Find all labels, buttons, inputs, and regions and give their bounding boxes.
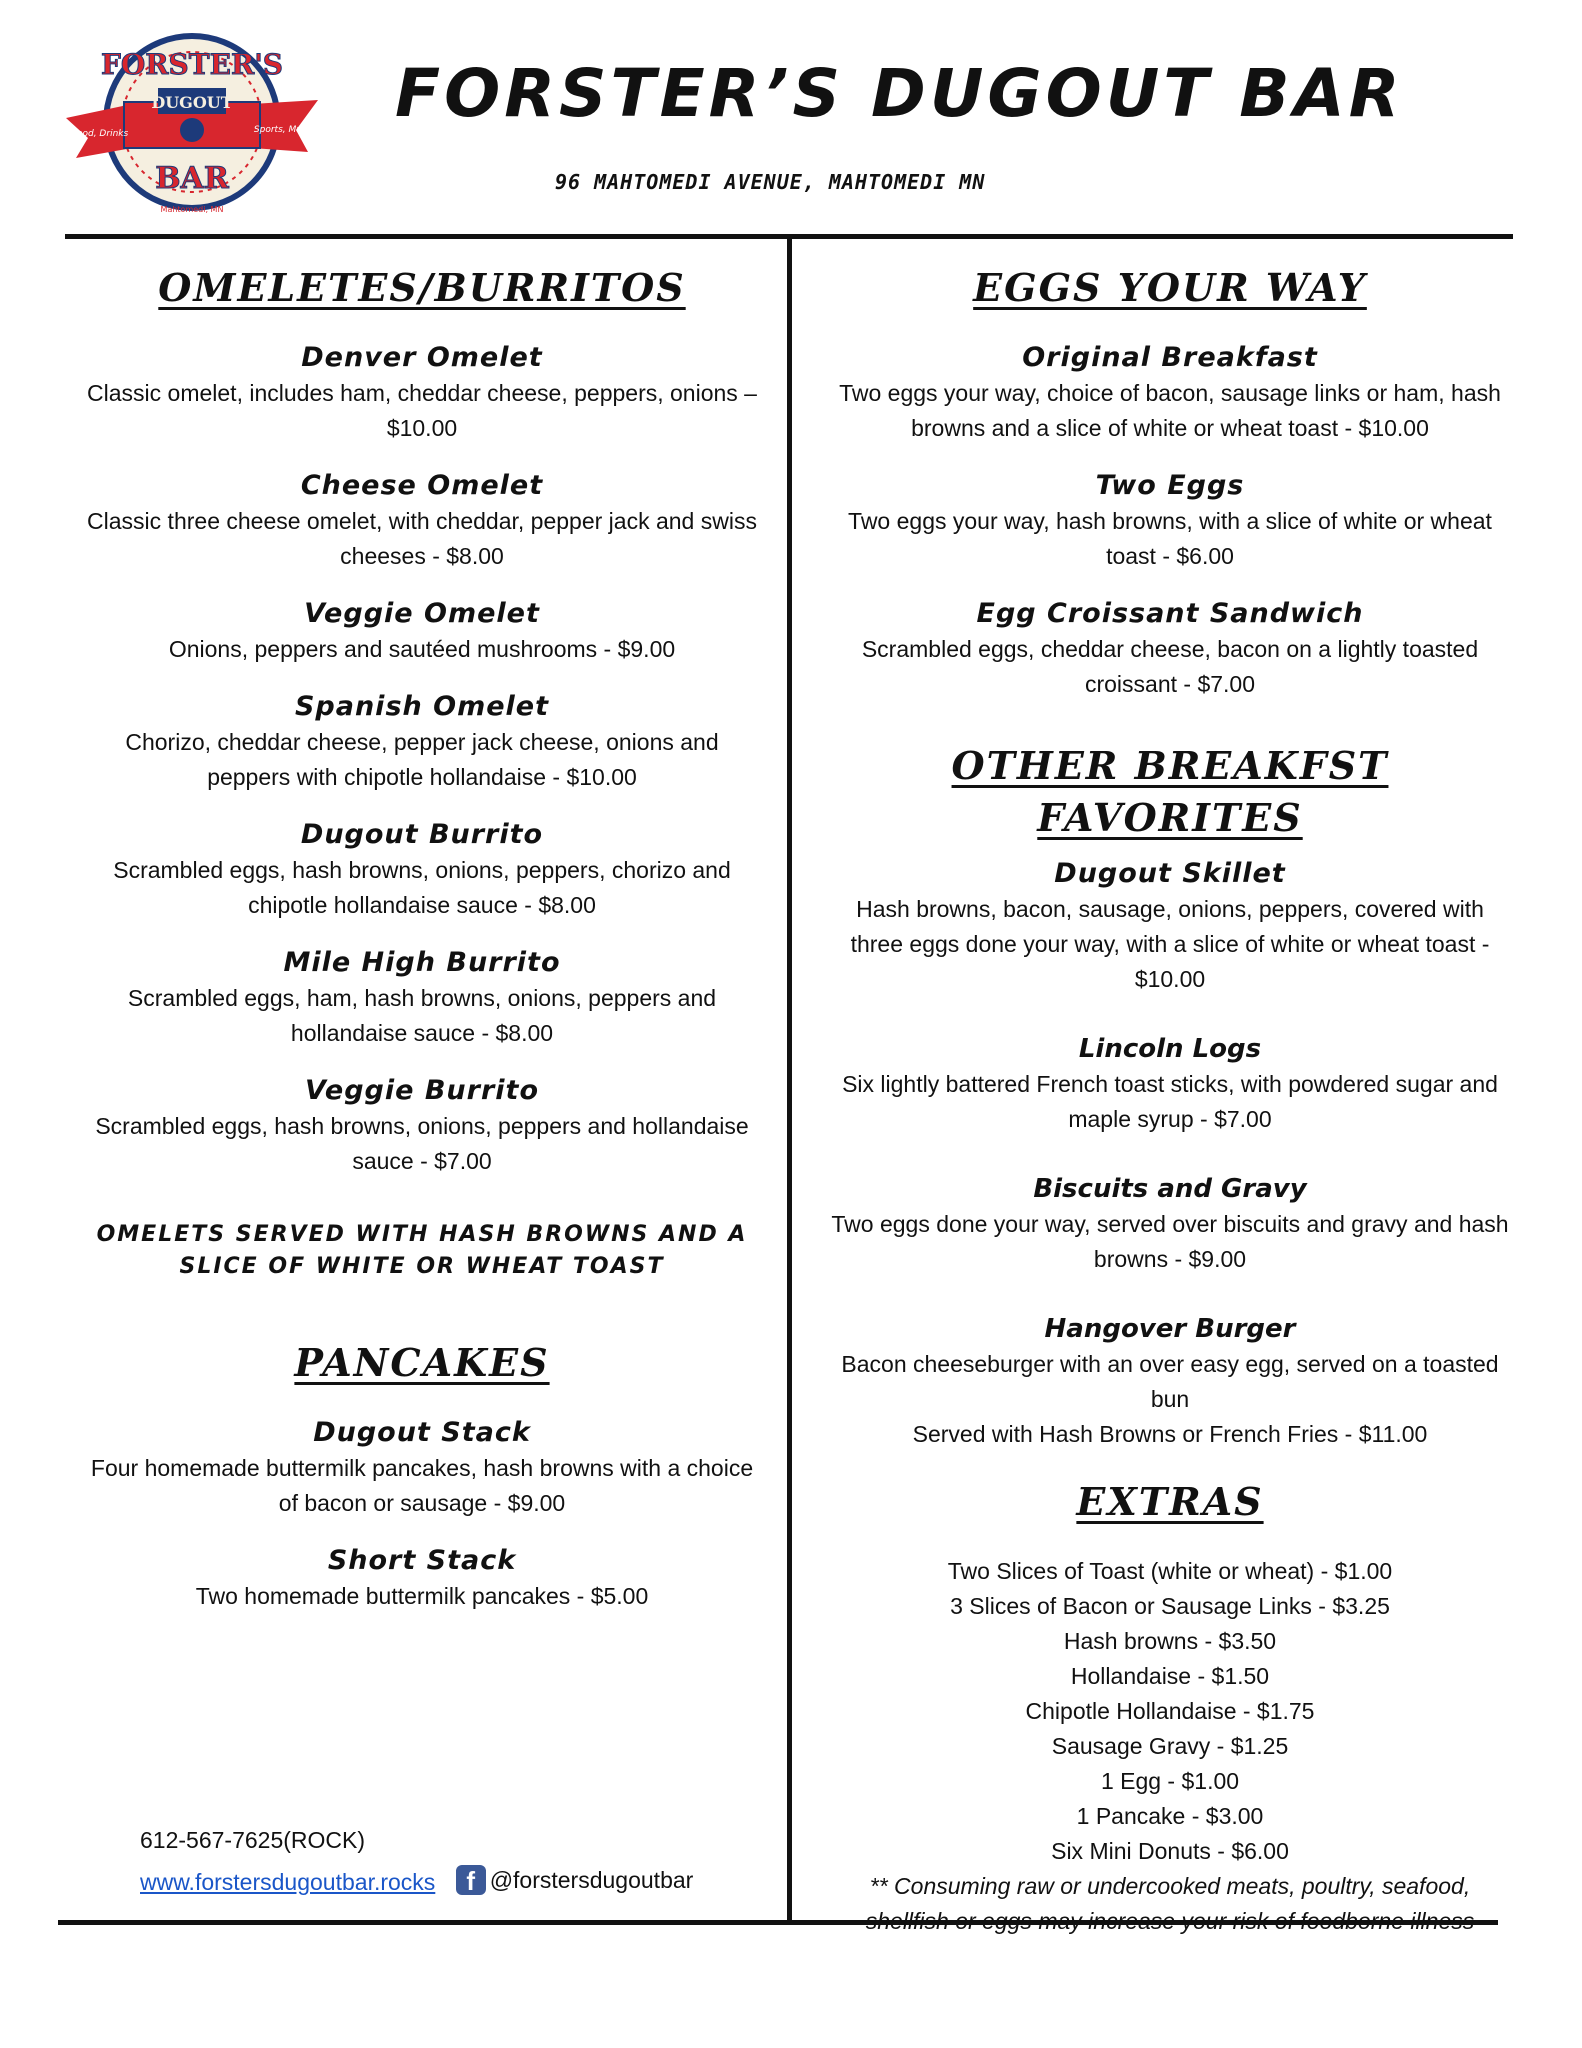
menu-item: [830, 1311, 1510, 1452]
menu-item: [82, 1415, 762, 1521]
item-desc: Scrambled eggs, cheddar cheese, bacon on a lightly toasted croissant - $7.00: [861, 636, 1479, 697]
extras-item: Hollandaise - $1.50: [1070, 1663, 1270, 1689]
contact-info: [140, 1820, 693, 1902]
section-title-other: OTHER BREAKFST FAVORITES: [951, 743, 1389, 840]
item-name: Original Breakfast: [1022, 342, 1318, 373]
item-name: Dugout Skillet: [1054, 858, 1286, 889]
address: 96 MAHTOMEDI AVENUE, MAHTOMEDI MN: [555, 170, 986, 194]
item-desc: Scrambled eggs, ham, hash browns, onions, peppers and hollandaise sauce - $8.00: [127, 985, 717, 1046]
page-title: FORSTER’S DUGOUT BAR: [395, 55, 1404, 132]
item-desc: Classic three cheese omelet, with cheddar, pepper jack and swiss cheeses - $8.00: [87, 508, 757, 569]
extras-item: Two Slices of Toast (white or wheat) - $1.00: [947, 1558, 1393, 1584]
menu-item: [830, 1031, 1510, 1137]
item-desc: Two eggs done your way, served over biscuits and gravy and hash browns - $9.00: [831, 1211, 1509, 1272]
item-name: Two Eggs: [1095, 470, 1245, 501]
menu-item: [830, 340, 1510, 446]
menu-item: [830, 1171, 1510, 1277]
menu-item: [830, 468, 1510, 574]
item-name: Denver Omelet: [301, 342, 543, 373]
section-title-pancakes: PANCAKES: [294, 1340, 550, 1385]
item-desc: Four homemade buttermilk pancakes, hash browns with a choice of bacon or sausage - $9.00: [90, 1455, 754, 1516]
food-safety-warning: ** Consuming raw or undercooked meats, poultry, seafood, shellfish or eggs may increase your risk of foodborne illness: [865, 1873, 1475, 1934]
left-column: [82, 262, 762, 1614]
menu-item: [82, 1543, 762, 1614]
right-column: [830, 262, 1510, 1939]
svg-text:Mahtomedi, MN: Mahtomedi, MN: [160, 205, 224, 214]
item-name: Dugout Burrito: [300, 819, 544, 850]
section-title-omelets: OMELETES/BURRITOS: [158, 265, 686, 310]
item-desc: Scrambled eggs, hash browns, onions, peppers, chorizo and chipotle hollandaise sauce - $8.00: [113, 857, 731, 918]
item-desc: Scrambled eggs, hash browns, onions, peppers and hollandaise sauce - $7.00: [95, 1113, 749, 1174]
menu-item: [82, 596, 762, 667]
item-desc: Two eggs your way, hash browns, with a slice of white or wheat toast - $6.00: [848, 508, 1492, 569]
menu-item: [82, 689, 762, 795]
item-desc: Chorizo, cheddar cheese, pepper jack cheese, onions and peppers with chipotle hollandaise - $10.00: [125, 729, 719, 790]
item-name: Lincoln Logs: [1078, 1034, 1262, 1064]
item-name: Veggie Burrito: [304, 1075, 539, 1106]
item-desc: Two eggs your way, choice of bacon, sausage links or ham, hash browns and a slice of white or wheat toast - $10.00: [839, 380, 1501, 441]
item-name: Cheese Omelet: [300, 470, 544, 501]
extras-item: Six Mini Donuts - $6.00: [1051, 1838, 1289, 1864]
extras-list: [830, 1554, 1510, 1869]
extras-item: 1 Egg - $1.00: [1100, 1768, 1240, 1794]
item-name: Hangover Burger: [1044, 1314, 1296, 1344]
logo: [62, 30, 322, 220]
menu-item: [82, 945, 762, 1051]
item-desc: Hash browns, bacon, sausage, onions, peppers, covered with three eggs done your way, with a slice of white or wheat toast - $10.00: [850, 896, 1490, 992]
omelets-note: OMELETS SERVED WITH HASH BROWNS AND A SLICE OF WHITE OR WHEAT TOAST: [96, 1222, 748, 1279]
extras-item: 1 Pancake - $3.00: [1076, 1803, 1264, 1829]
item-name: Short Stack: [327, 1545, 517, 1576]
extras-item: Chipotle Hollandaise - $1.75: [1025, 1698, 1315, 1724]
section-title-extras: EXTRAS: [1076, 1479, 1264, 1524]
item-desc: Classic omelet, includes ham, cheddar cheese, peppers, onions – $10.00: [87, 380, 757, 441]
item-name: Veggie Omelet: [304, 598, 540, 629]
item-desc: Six lightly battered French toast sticks, with powdered sugar and maple syrup - $7.00: [842, 1071, 1498, 1132]
phone-number: 612-567-7625(ROCK): [140, 1827, 366, 1853]
item-desc: Two homemade buttermilk pancakes - $5.00: [195, 1583, 649, 1609]
section-title-eggs: EGGS YOUR WAY: [973, 265, 1367, 310]
item-name: Dugout Stack: [313, 1417, 531, 1448]
facebook-icon: f: [456, 1865, 486, 1895]
svg-text:Food, Drinks: Food, Drinks: [71, 129, 129, 139]
svg-text:Sports, Music: Sports, Music: [253, 125, 315, 135]
item-desc: Onions, peppers and sautéed mushrooms - $9.00: [168, 636, 676, 662]
column-divider: [787, 234, 792, 1922]
item-desc: Bacon cheeseburger with an over easy egg, served on a toasted bun: [841, 1351, 1499, 1412]
svg-text:DUGOUT: DUGOUT: [151, 93, 233, 112]
item-name: Spanish Omelet: [294, 691, 550, 722]
menu-item: [830, 596, 1510, 702]
menu-item: [82, 468, 762, 574]
item-name: Mile High Burrito: [283, 947, 561, 978]
facebook-handle: [456, 1860, 694, 1900]
menu-item: [830, 856, 1510, 997]
menu-item: [82, 340, 762, 446]
svg-text:FORSTER'S: FORSTER'S: [101, 48, 283, 81]
menu-item: [82, 817, 762, 923]
item-desc-extra: Served with Hash Browns or French Fries - $11.00: [912, 1421, 1428, 1447]
extras-item: Sausage Gravy - $1.25: [1051, 1733, 1289, 1759]
extras-item: 3 Slices of Bacon or Sausage Links - $3.25: [950, 1593, 1390, 1619]
item-name: Egg Croissant Sandwich: [976, 598, 1364, 629]
extras-item: Hash browns - $3.50: [1063, 1628, 1277, 1654]
website-link[interactable]: www.forstersdugoutbar.rocks: [140, 1869, 436, 1895]
svg-text:BAR: BAR: [155, 161, 229, 196]
facebook-handle-text: @forstersdugoutbar: [489, 1867, 694, 1893]
menu-item: [82, 1073, 762, 1179]
item-name: Biscuits and Gravy: [1033, 1174, 1307, 1204]
